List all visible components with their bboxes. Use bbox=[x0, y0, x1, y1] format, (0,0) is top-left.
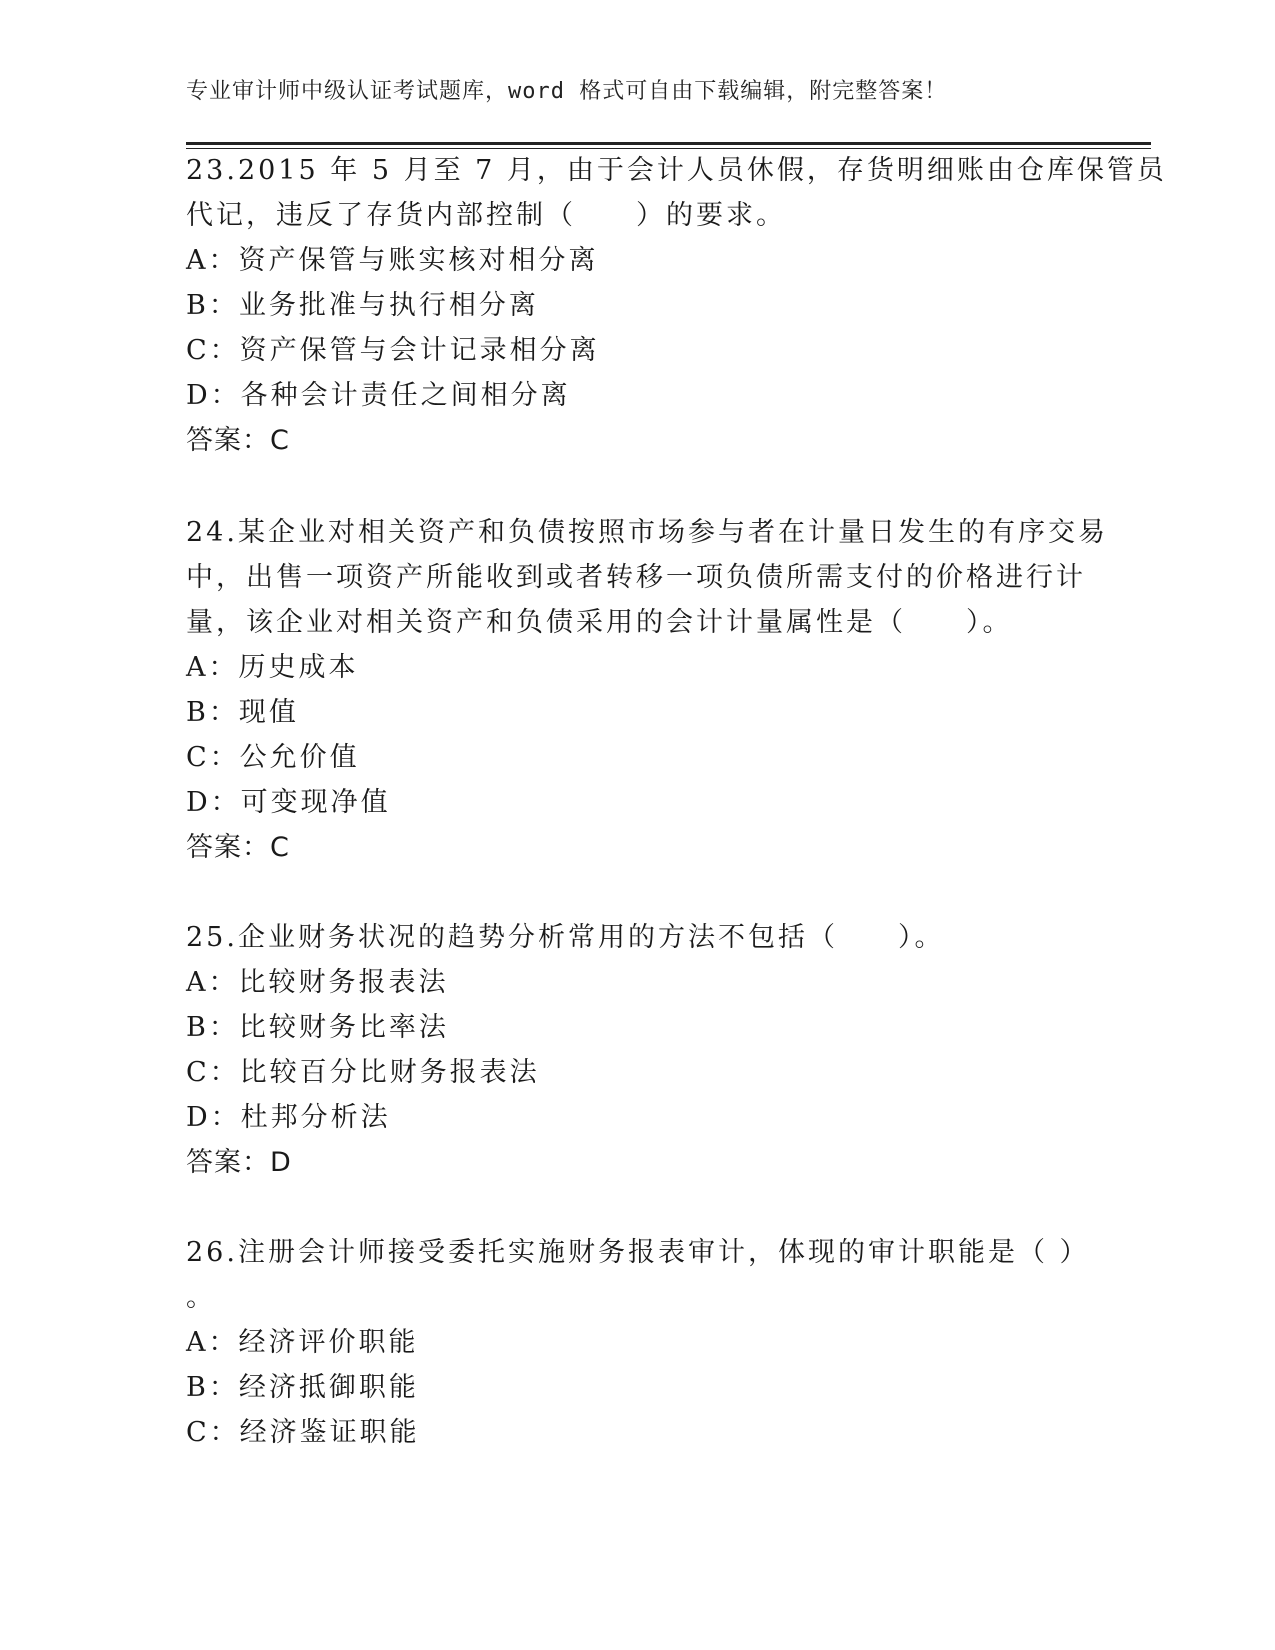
question-stem-line: 23.2015 年 5 月至 7 月，由于会计人员休假，存货明细账由仓库保管员 bbox=[186, 155, 1167, 186]
answer: 答案：C bbox=[186, 425, 290, 456]
question-25 bbox=[186, 915, 1086, 1185]
option-d: D：可变现净值 bbox=[186, 787, 391, 818]
answer: 答案：D bbox=[186, 1147, 292, 1178]
question-26 bbox=[186, 1230, 1090, 1455]
question-stem-line: 25.企业财务状况的趋势分析常用的方法不包括（ ）。 bbox=[186, 922, 945, 953]
question-24 bbox=[186, 510, 1108, 870]
option-a: A：资产保管与账实核对相分离 bbox=[186, 245, 599, 276]
option-c: C：比较百分比财务报表法 bbox=[186, 1057, 540, 1088]
option-b: B：经济抵御职能 bbox=[186, 1372, 419, 1403]
option-b: B：比较财务比率法 bbox=[186, 1012, 449, 1043]
question-stem-line: 中，出售一项资产所能收到或者转移一项负债所需支付的价格进行计 bbox=[186, 562, 1086, 593]
option-a: A：历史成本 bbox=[186, 652, 359, 683]
option-a: A：比较财务报表法 bbox=[186, 967, 449, 998]
question-stem-line: 。 bbox=[186, 1282, 216, 1313]
answer: 答案：C bbox=[186, 832, 290, 863]
option-c: C：经济鉴证职能 bbox=[186, 1417, 420, 1448]
question-stem-line: 26.注册会计师接受委托实施财务报表审计，体现的审计职能是（ ） bbox=[186, 1237, 1090, 1268]
option-c: C：公允价值 bbox=[186, 742, 360, 773]
option-b: B：业务批准与执行相分离 bbox=[186, 290, 539, 321]
option-a: A：经济评价职能 bbox=[186, 1327, 419, 1358]
question-stem-line: 量，该企业对相关资产和负债采用的会计计量属性是（ ）。 bbox=[186, 607, 1013, 638]
page-header: 专业审计师中级认证考试题库，word 格式可自由下载编辑，附完整答案！ bbox=[186, 79, 948, 104]
question-stem-line: 24.某企业对相关资产和负债按照市场参与者在计量日发生的有序交易 bbox=[186, 517, 1108, 548]
header-rule-thick bbox=[186, 142, 1151, 145]
question-stem-line: 代记，违反了存货内部控制（ ）的要求。 bbox=[186, 200, 786, 231]
option-c: C：资产保管与会计记录相分离 bbox=[186, 335, 600, 366]
question-23 bbox=[186, 148, 1167, 463]
option-d: D：杜邦分析法 bbox=[186, 1102, 391, 1133]
option-b: B：现值 bbox=[186, 697, 299, 728]
option-d: D：各种会计责任之间相分离 bbox=[186, 380, 571, 411]
